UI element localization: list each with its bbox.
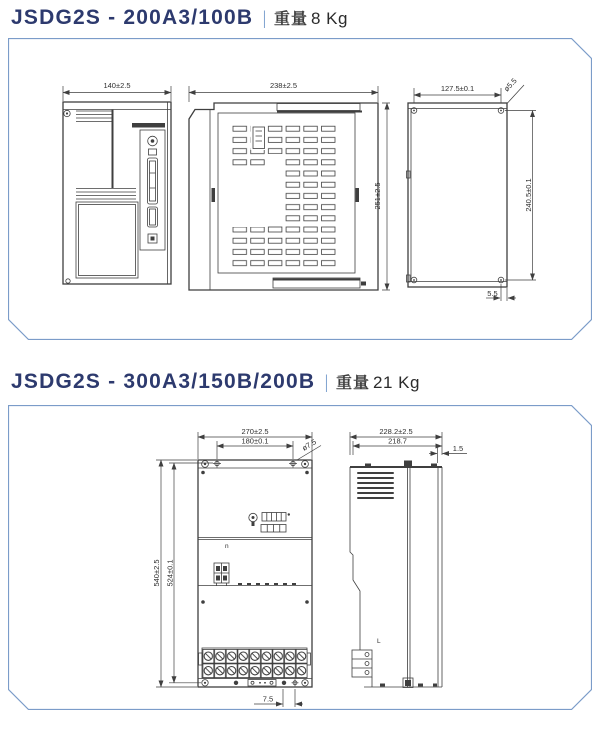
dim-side-width: 140±2.5 <box>103 81 131 90</box>
front-label: n <box>225 543 229 550</box>
dim-mount-height: 240.5±0.1 <box>524 178 533 212</box>
dim-mount-width: 127.5±0.1 <box>440 84 475 93</box>
dim-front-width: 270±2.5 <box>241 427 269 436</box>
dim-rear-offset: 1.5 <box>452 444 464 453</box>
weight-value: 8 Kg <box>310 9 348 28</box>
hinge-left <box>212 188 216 202</box>
vent-grid <box>232 125 338 271</box>
section2-header <box>11 370 420 394</box>
side-label: L <box>377 638 381 645</box>
terminal-block <box>199 648 311 678</box>
dim-mount-hole: ø7.5 <box>300 437 318 453</box>
weight-label: 重量 <box>335 375 370 392</box>
model-name: JSDG2S - 200A3/100B <box>11 6 254 29</box>
section1-drawing-panel <box>8 38 592 340</box>
model-name: JSDG2S - 300A3/150B/200B <box>11 370 316 393</box>
dim-mount-spacing: 180±0.1 <box>241 436 269 446</box>
dim-front-height: 251±2.5 <box>373 182 382 210</box>
dim-front-width: 238±2.5 <box>269 81 298 90</box>
weight-label: 重量 <box>273 11 308 28</box>
separator: | <box>325 372 329 392</box>
dim-bottom-offset: 7.5 <box>262 694 274 704</box>
dim-mount-offset: 5.5 <box>487 289 498 298</box>
dim-mount-height: 524±0.1 <box>165 559 175 587</box>
section1-header <box>11 6 348 30</box>
dim-body-height: 540±2.5 <box>152 559 161 587</box>
side-view-drawing <box>63 81 171 284</box>
dim-depth: 228.2±2.5 <box>379 427 413 436</box>
hinge-right <box>356 188 360 202</box>
front-view-drawing <box>189 81 390 290</box>
weight-value: 21 Kg <box>373 373 420 392</box>
dim-mount-hole: ø5.5 <box>501 76 519 94</box>
dim-depth-inner: 218.7 <box>388 436 407 446</box>
separator: | <box>263 8 267 28</box>
section2-drawing-panel <box>8 405 592 710</box>
